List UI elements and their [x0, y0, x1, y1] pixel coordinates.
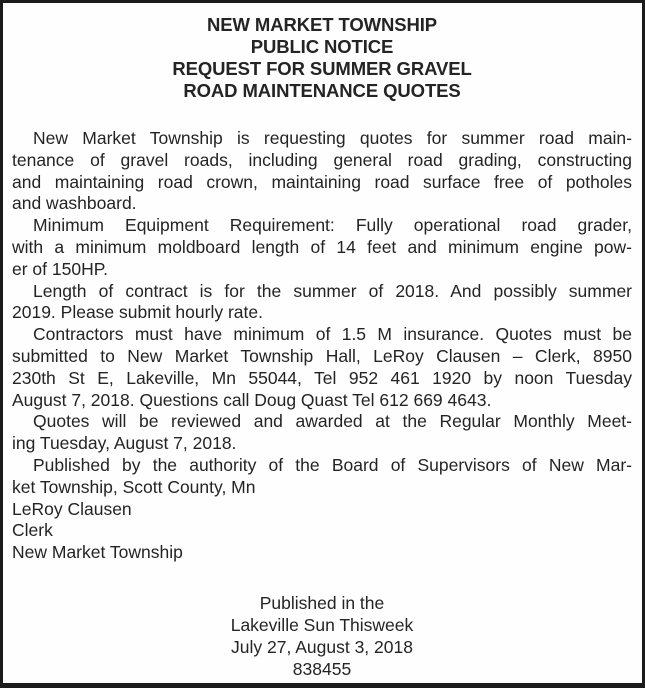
notice-paragraph-line: Quotes will be reviewed and awarded at the Regular Monthly Meet- — [33, 411, 632, 432]
notice-paragraph — [12, 215, 632, 280]
notice-paragraph-line: Length of contract is for the summer of 2018. And possibly summer — [33, 280, 632, 301]
notice-paragraph-line: Published by the authority of the Board of Supervisors of New Mar- — [33, 454, 632, 475]
notice-title-line: ROAD MAINTENANCE QUOTES — [183, 80, 461, 101]
notice-paragraph — [12, 411, 632, 455]
notice-paragraph — [12, 128, 632, 215]
notice-title — [12, 14, 632, 102]
notice-paragraph-line: Minimum Equipment Requirement: Fully operational road grader, — [33, 215, 632, 236]
notice-paragraph-line: Contractors must have minimum of 1.5 M insurance. Quotes must be — [33, 324, 632, 345]
notice-paragraph-line: 230th St E, Lakeville, Mn 55044, Tel 952 461 1920 by noon Tuesday — [12, 367, 632, 388]
notice-paragraph-line: ing Tuesday, August 7, 2018. — [12, 433, 237, 454]
notice-paragraph-line: submitted to New Market Township Hall, LeRoy Clausen – Clerk, 8950 — [12, 345, 632, 366]
footer-line: 838455 — [292, 658, 352, 679]
notice-signature — [12, 499, 632, 564]
footer-line: July 27, August 3, 2018 — [231, 636, 413, 657]
signature-line: Clerk — [12, 520, 53, 541]
notice-title-line: PUBLIC NOTICE — [250, 36, 394, 57]
footer-line: Lakeville Sun Thisweek — [230, 614, 414, 635]
notice-paragraph-line: 2019. Please submit hourly rate. — [12, 302, 263, 323]
notice-title-line: NEW MARKET TOWNSHIP — [206, 14, 438, 35]
notice-paragraph-line: August 7, 2018. Questions call Doug Quast Tel 612 669 4643. — [12, 389, 492, 410]
notice-paragraph — [12, 455, 632, 499]
notice-footer — [12, 592, 632, 680]
signature-line: LeRoy Clausen — [12, 498, 132, 519]
notice-paragraph-line: and maintaining road crown, maintaining road surface free of potholes — [12, 171, 632, 192]
notice-paragraph-line: with a minimum moldboard length of 14 feet and minimum engine pow- — [12, 236, 632, 257]
signature-line: New Market Township — [12, 542, 183, 563]
notice-paragraph-line: and washboard. — [12, 193, 137, 214]
notice-paragraph-line: New Market Township is requesting quotes for summer road main- — [33, 128, 632, 148]
notice-paragraph-line: er of 150HP. — [12, 258, 108, 279]
notice-paragraph-line: ket Township, Scott County, Mn — [12, 476, 256, 497]
notice-body — [12, 128, 632, 499]
notice-paragraph — [12, 324, 632, 411]
notice-paragraph — [12, 281, 632, 325]
footer-line: Published in the — [259, 592, 385, 613]
notice-paragraph-line: tenance of gravel roads, including general road grading, constructing — [12, 149, 632, 170]
notice-title-line: REQUEST FOR SUMMER GRAVEL — [172, 58, 472, 79]
